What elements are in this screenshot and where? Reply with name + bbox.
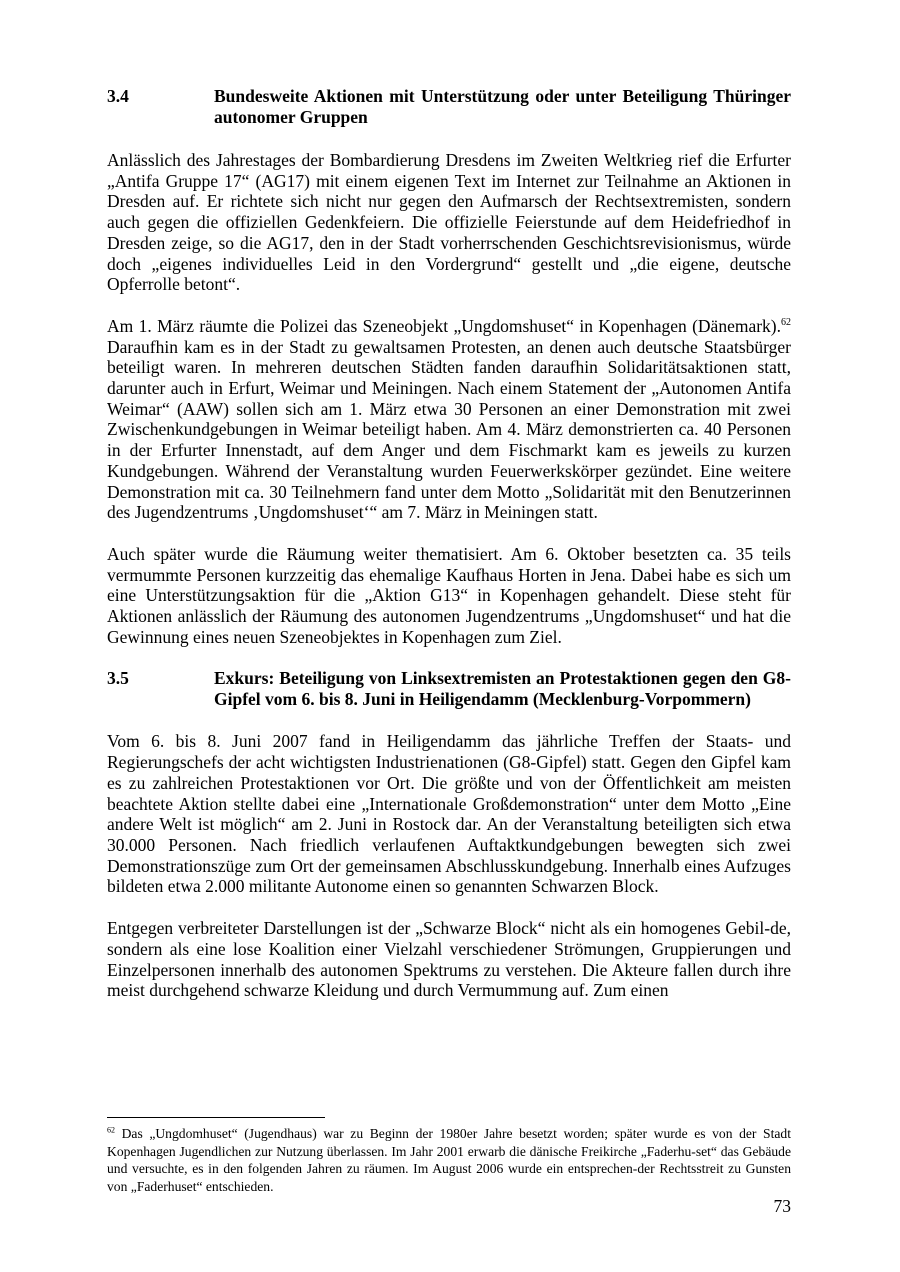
section-title: Exkurs: Beteiligung von Linksextremisten an Protestaktionen gegen den G8-Gipfel vom 6. bis 8. Juni in Heiligendamm (Mecklenburg-Vorpommern) bbox=[214, 668, 791, 710]
section-number: 3.5 bbox=[107, 668, 129, 689]
paragraph-dresden: Anlässlich des Jahrestages der Bombardierung Dresdens im Zweiten Weltkrieg rief die Erfurter „Antifa Gruppe 17“ (AG17) mit einem eigenen Text im Internet zur Teilnahme an Aktionen in Dresden auf. Er richtete sich nicht nur gegen den Aufmarsch der Rechtsextremisten, sondern auch gegen die offiziellen Gedenkfeiern. Die offizielle Feierstunde auf dem Heidefriedhof in Dresden zeige, so die AG17, den in der Stadt vorherrschenden Geschichtsrevisionismus, würde doch „eigenes individuelles Leid in den Vordergrund“ gestellt und „die eigene, deutsche Opferrolle betont“. bbox=[107, 150, 791, 295]
paragraph-ungdomshuset bbox=[107, 316, 791, 523]
footnote-reference[interactable]: 62 bbox=[781, 317, 791, 329]
paragraph-black-block: Entgegen verbreiteter Darstellungen ist der „Schwarze Block“ nicht als ein homogenes Gebil-de, sondern als eine lose Koalition einer Vielzahl verschiedener Strömungen, Gruppierungen und Einzelpersonen innerhalb des autonomen Spektrums zu verstehen. Die Akteure fallen durch ihre meist durchgehend schwarze Kleidung und durch Vermummung auf. Zum einen bbox=[107, 918, 791, 1001]
footnote-marker: 62 bbox=[107, 1125, 115, 1135]
paragraph-jena: Auch später wurde die Räumung weiter thematisiert. Am 6. Oktober besetzten ca. 35 teils vermummte Personen kurzzeitig das ehemalige Kaufhaus Horten in Jena. Dabei habe es sich um eine Unterstützungsaktion für die „Aktion G13“ in Kopenhagen gehandelt. Diese steht für Aktionen anlässlich der Räumung des autonomen Jugendzentrums „Ungdomshuset“ und hat die Gewinnung eines neuen Szeneobjektes in Kopenhagen zum Ziel. bbox=[107, 543, 791, 647]
page-content bbox=[107, 86, 791, 1001]
footnote bbox=[107, 1125, 791, 1195]
footnote-divider bbox=[107, 1117, 325, 1118]
section-number: 3.4 bbox=[107, 86, 129, 106]
section-heading-3-5 bbox=[107, 668, 791, 710]
page-number: 73 bbox=[773, 1196, 791, 1216]
section-title: Bundesweite Aktionen mit Unterstützung oder unter Beteiligung Thüringer autonomer Gruppen bbox=[214, 86, 791, 127]
footnote-text: Das „Ungdomhuset“ (Jugendhaus) war zu Beginn der 1980er Jahre besetzt worden; später wurde es von der Stadt Kopenhagen Jugendlichen zur Nutzung überlassen. Im Jahr 2001 erwarb die dänische Freikirche „Faderhu-set“ das Gebäude und versuchte, es in den folgenden Jahren zu räumen. Im August 2006 wurde ein entsprechen-der Rechtsstreit zu Gunsten von „Faderhuset“ entschieden. bbox=[107, 1126, 791, 1194]
paragraph-text: Daraufhin kam es in der Stadt zu gewaltsamen Protesten, an denen auch deutsche Staatsbürger beteiligt waren. In mehreren deutschen Städten fanden daraufhin Solidaritätsaktionen statt, darunter auch in Erfurt, Weimar und Meiningen. Nach einem Statement der „Autonomen Antifa Weimar“ (AAW) sollen sich am 1. März etwa 30 Personen an einer Demonstration mit zwei Zwischenkundgebungen in Weimar beteiligt haben. Am 4. März demonstrierten ca. 40 Personen in der Erfurter Innenstadt, auf dem Anger und dem Fischmarkt kam es jeweils zu kurzen Kundgebungen. Während der Veranstaltung wurden Feuerwerkskörper gezündet. Eine weitere Demonstration mit ca. 30 Teilnehmern fand unter dem Motto „Solidarität mit den Benutzerinnen des Jugendzentrums ‚Ungdomshuset‘“ am 7. März in Meiningen statt. bbox=[107, 336, 791, 523]
section-heading-3-4 bbox=[107, 86, 791, 128]
paragraph-text: Am 1. März räumte die Polizei das Szeneobjekt „Ungdomshuset“ in Kopenhagen (Dänemark). bbox=[107, 315, 781, 336]
paragraph-g8-summit: Vom 6. bis 8. Juni 2007 fand in Heiligendamm das jährliche Treffen der Staats- und Regierungschefs der acht wichtigsten Industrienationen (G8-Gipfel) statt. Gegen den Gipfel kam es zu zahlreichen Protestaktionen vor Ort. Die größte und von der Öffentlichkeit am meisten beachtete Aktion stellte dabei eine „Internationale Großdemonstration“ unter dem Motto „Eine andere Welt ist möglich“ am 2. Juni in Rostock dar. An der Veranstaltung beteiligten sich etwa 30.000 Personen. Nach friedlich verlaufenen Auftaktkundgebungen bewegten sich zwei Demonstrationszüge zum Ort der gemeinsamen Abschlusskundgebung. Innerhalb eines Aufzuges bildeten etwa 2.000 militante Autonome einen so genannten Schwarzen Block. bbox=[107, 731, 791, 897]
